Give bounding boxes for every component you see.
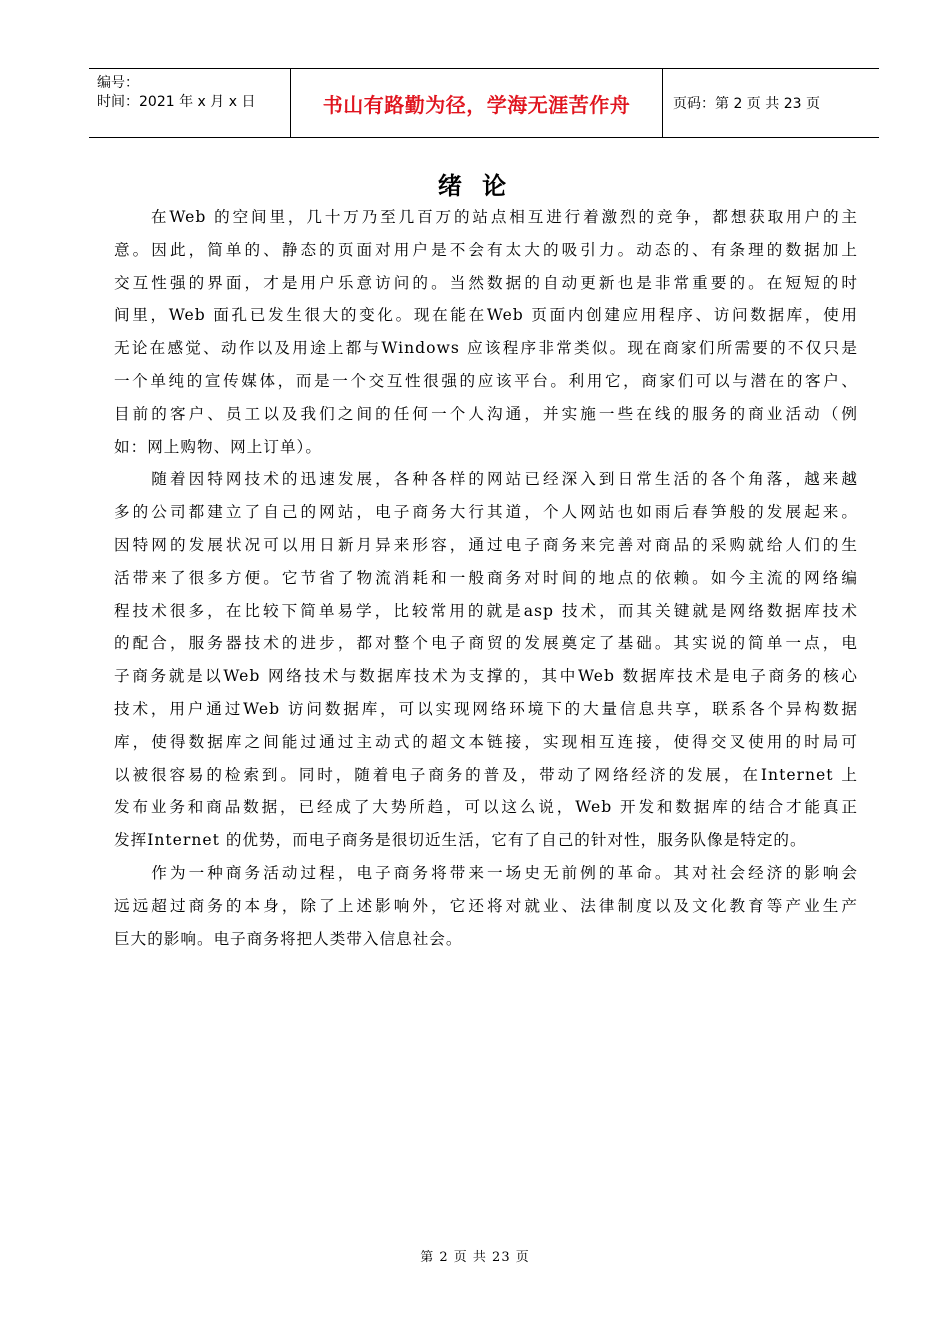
text-line: 多的公司都建立了自己的网站，电子商务大行其道，个人网站也如雨后春笋般的发展起来。 bbox=[114, 503, 858, 522]
time-label: 时间：2021 年 x 月 x 日 bbox=[97, 94, 256, 110]
text-line: 程技术很多，在比较下简单易学，比较常用的就是asp 技术，而其关键就是网络数据库技术 bbox=[114, 601, 858, 620]
text-line: 子商务就是以Web 网络技术与数据库技术为支撑的，其中Web 数据库技术是电子商务的核心 bbox=[114, 667, 858, 686]
text-line: 作为一种商务活动过程，电子商务将带来一场史无前例的革命。其对社会经济的影响会 bbox=[114, 863, 858, 882]
text-line: 一个单纯的宣传媒体，而是一个交互性很强的应该平台。利用它，商家们可以与潜在的客户、 bbox=[114, 371, 858, 390]
text-line: 间里，Web 面孔已发生很大的变化。现在能在Web 页面内创建应用程序、访问数据库，使用 bbox=[114, 306, 858, 325]
text-line: 发挥Internet 的优势，而电子商务是很切近生活，它有了自己的针对性，服务队像是特定的。 bbox=[114, 831, 807, 850]
text-line: 目前的客户、员工以及我们之间的任何一个人沟通，并实施一些在线的服务的商业活动（例 bbox=[114, 404, 858, 423]
text-line: 活带来了很多方便。它节省了物流消耗和一般商务对时间的地点的依赖。如今主流的网络编 bbox=[114, 568, 858, 587]
text-line: 无论在感觉、动作以及用途上都与Windows 应该程序非常类似。现在商家们所需要的不仅只是 bbox=[114, 339, 858, 358]
text-line: 在Web 的空间里，几十万乃至几百万的站点相互进行着激烈的竞争，都想获取用户的主 bbox=[114, 208, 858, 226]
text-line: 远远超过商务的本身，除了上述影响外，它还将对就业、法律制度以及文化教育等产业生产 bbox=[114, 896, 858, 915]
header-meta bbox=[89, 69, 291, 137]
serial-label: 编号： bbox=[97, 75, 139, 91]
page-footer: 第 2 页 共 23 页 bbox=[420, 1250, 530, 1265]
paragraph bbox=[114, 463, 858, 857]
document-body bbox=[114, 201, 858, 955]
text-line: 的配合，服务器技术的进步，都对整个电子商贸的发展奠定了基础。其实说的简单一点，电 bbox=[114, 634, 858, 653]
text-line: 因特网的发展状况可以用日新月异来形容，通过电子商务来完善对商品的采购就给人们的生 bbox=[114, 535, 858, 554]
document-title: 绪 论 bbox=[437, 171, 513, 200]
page-header bbox=[89, 68, 879, 138]
header-page-info: 页码：第 2 页 共 23 页 bbox=[673, 96, 820, 112]
text-line: 以被很容易的检索到。同时，随着电子商务的普及，带动了网络经济的发展，在Internet 上 bbox=[114, 765, 858, 784]
paragraph bbox=[114, 857, 858, 955]
header-motto: 书山有路勤为径，学海无涯苦作舟 bbox=[322, 92, 631, 117]
text-line: 库，使得数据库之间能过通过主动式的超文本链接，实现相互连接，使得交叉使用的时局可 bbox=[114, 732, 858, 751]
paragraph bbox=[114, 201, 858, 463]
text-line: 发布业务和商品数据，已经成了大势所趋，可以这么说，Web 开发和数据库的结合才能真正 bbox=[114, 798, 858, 817]
text-line: 技术，用户通过Web 访问数据库，可以实现网络环境下的大量信息共享，联系各个异构数据 bbox=[114, 699, 858, 718]
text-line: 随着因特网技术的迅速发展，各种各样的网站已经深入到日常生活的各个角落，越来越 bbox=[114, 470, 858, 489]
header-motto-cell bbox=[291, 69, 663, 137]
text-line: 巨大的影响。电子商务将把人类带入信息社会。 bbox=[114, 929, 463, 948]
header-page-info-cell bbox=[663, 69, 879, 137]
text-line: 意。因此，简单的、静态的页面对用户是不会有太大的吸引力。动态的、有条理的数据加上 bbox=[114, 240, 858, 259]
text-line: 交互性强的界面，才是用户乐意访问的。当然数据的自动更新也是非常重要的。在短短的时 bbox=[114, 273, 858, 292]
text-line: 如：网上购物、网上订单）。 bbox=[114, 437, 322, 456]
